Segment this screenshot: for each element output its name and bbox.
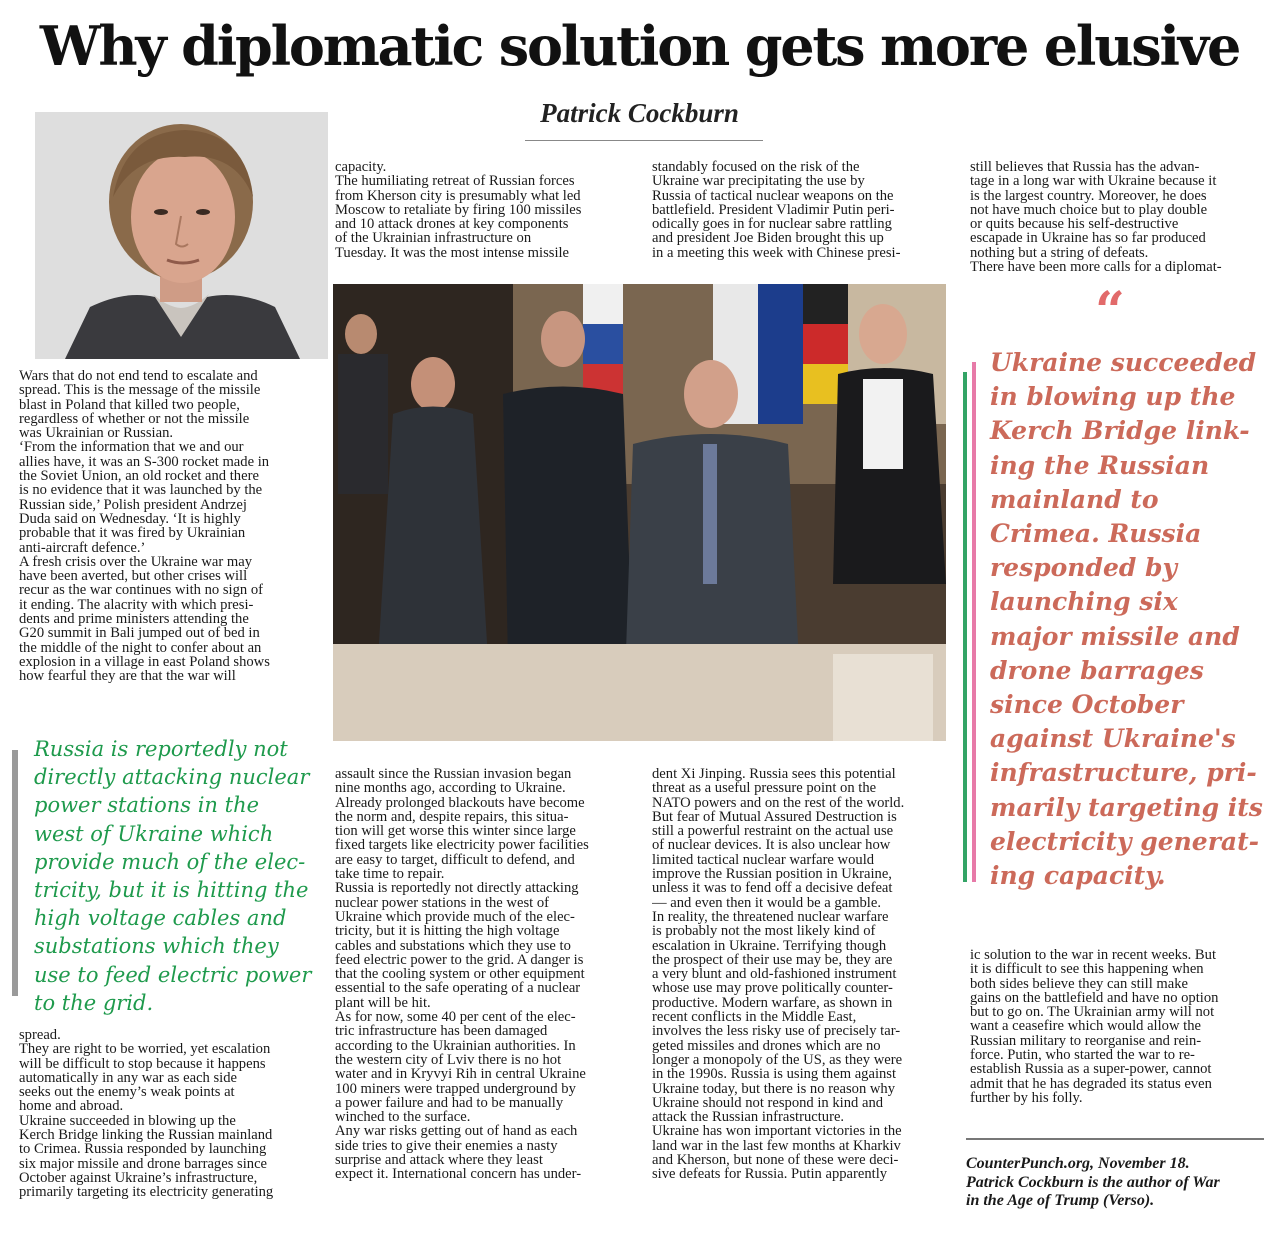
column-4-bottom: ic solution to the war in recent weeks. But it is difficult to see this happening when both sides believe they can still make gains on the battlefield and have no option but to go on. The Ukrainian army will not want a ceasefire which would allow the Russian military to reorganise and rein- force. Putin, who started the war to re- establish Russia as a super-power, cannot admit that he has degraded its status even further by his folly. bbox=[970, 948, 1219, 1106]
column-4-top: still believes that Russia has the advan- tage in a long war with Ukraine because it is the largest country. Moreover, he does not have much choice but to play double or quits because his self-destructive escapade in Ukraine has so far produced nothing but a string of defeats. There have been more calls for a diplomat- bbox=[970, 160, 1222, 276]
pullquote-left-bar bbox=[12, 750, 18, 996]
column-2-top: capacity. The humiliating retreat of Russian forces from Kherson city is presumably what led Moscow to retaliate by firing 100 missiles and 10 attack drones at key components of the Ukrainian infrastructure on Tuesday. It was the most intense missile bbox=[335, 160, 582, 261]
byline-rule bbox=[525, 140, 763, 141]
author-credit: CounterPunch.org, November 18. Patrick Cockburn is the author of War in the Age of Trump (Verso). bbox=[966, 1155, 1220, 1209]
column-1-bottom: spread. They are right to be worried, yet escalation will be difficult to stop because it happens automatically in any war as each side seeks out the enemy’s weak points at home and abroad. Ukraine succeeded in blowing up the Kerch Bridge linking the Russian mainland to Crimea. Russia responded by launching six major missile and drone barrages since October against Ukraine’s infrastructure, primarily targeting its electricity generating bbox=[19, 1028, 274, 1201]
column-1-top: Wars that do not end tend to escalate and spread. This is the message of the missile blast in Poland that killed two people, regardless of whether or not the missile was Ukrainian or Russian. ‘From the information that we and our allies have, it was an S-300 rocket made in the Soviet Union, an old rocket and there is no evidence that it was launched by the Russian side,’ Polish president Andrzej Duda said on Wednesday. ‘It is highly probable that it was fired by Ukrainian anti-aircraft defence.’ A fresh crisis over the Ukraine war may have been averted, but other crises will recur as the war continues with no sign of it ending. The alacrity with which presi- dents and prime ministers attending the G20 summit in Bali jumped out of bed in the middle of the night to confer about an explosion in a village in east Poland shows how fearful they are that the war will bbox=[19, 369, 270, 685]
pullquote-left: Russia is reportedly not directly attacking nuclear power stations in the west of Ukraine which provide much of the elec- tricity, but it is hitting the high voltage cables and substations which they use to feed electric power to the grid. bbox=[34, 737, 312, 1015]
quote-mark-icon: “ bbox=[1095, 281, 1125, 342]
byline: Patrick Cockburn bbox=[540, 98, 739, 128]
news-photo-image bbox=[333, 284, 946, 741]
pullquote-right-bar-pink bbox=[972, 362, 976, 882]
pullquote-right: Ukraine succeeded in blowing up the Kerch Bridge link- ing the Russian mainland to Crimea. Russia responded by launching six major missile and drone barrages since October against Ukraine's infrastructure, pri- marily targeting its electricity generat- ing capacity. bbox=[990, 348, 1263, 891]
author-portrait-image bbox=[35, 112, 328, 359]
column-3-top: standably focused on the risk of the Ukraine war precipitating the use by Russia of tactical nuclear weapons on the battlefield. President Vladimir Putin peri- odically goes in for nuclear sabre rattling and president Joe Biden brought this up in a meeting this week with Chinese presi- bbox=[652, 160, 901, 261]
credit-rule bbox=[966, 1138, 1264, 1140]
news-photo bbox=[333, 284, 946, 741]
column-2-bottom: assault since the Russian invasion began nine months ago, according to Ukraine. Already prolonged blackouts have become the norm and, despite repairs, this situa- tion will get worse this winter since large fixed targets like electricity power facilities are easy to target, difficult to defend, and take time to repair. Russia is reportedly not directly attacking nuclear power stations in the west of Ukraine which provide much of the elec- tricity, but it is hitting the high voltage cables and substations which they use to feed electric power to the grid. A danger is that the cooling system or other equipment essential to the safe operating of a nuclear plant will be hit. As for now, some 40 per cent of the elec- tric infrastructure has been damaged according to the Ukrainian authorities. In the western city of Lviv there is no hot water and in Kryvyi Rih in central Ukraine 100 miners were trapped underground by a power failure and had to be manually winched to the surface. Any war risks getting out of hand as each side tries to give their enemies a nasty surprise and attack where they least expect it. International concern has under- bbox=[335, 767, 589, 1183]
column-3-bottom: dent Xi Jinping. Russia sees this potential threat as a useful pressure point on the NATO powers and on the rest of the world. But fear of Mutual Assured Destruction is still a powerful restraint on the actual use of nuclear devices. It is also unclear how limited tactical nuclear warfare would improve the Russian position in Ukraine, unless it was to fend off a decisive defeat — and even then it would be a gamble. In reality, the threatened nuclear warfare is probably not the most likely kind of escalation in Ukraine. Terrifying though the prospect of their use may be, they are a very blunt and old-fashioned instrument whose use may prove politically counter- productive. Modern warfare, as shown in recent conflicts in the Middle East, involves the less risky use of precisely tar- geted missiles and drones which are no longer a monopoly of the US, as they were in the 1990s. Russia is using them against Ukraine today, but there is no reason why Ukraine should not respond in kind and attack the Russian infrastructure. Ukraine has won important victories in the land war in the last few months at Kharkiv and Kherson, but none of these were deci- sive defeats for Russia. Putin apparently bbox=[652, 767, 905, 1183]
headline: Why diplomatic solution gets more elusive bbox=[39, 14, 1240, 78]
author-portrait bbox=[35, 112, 328, 359]
pullquote-right-bar-green bbox=[963, 372, 967, 882]
